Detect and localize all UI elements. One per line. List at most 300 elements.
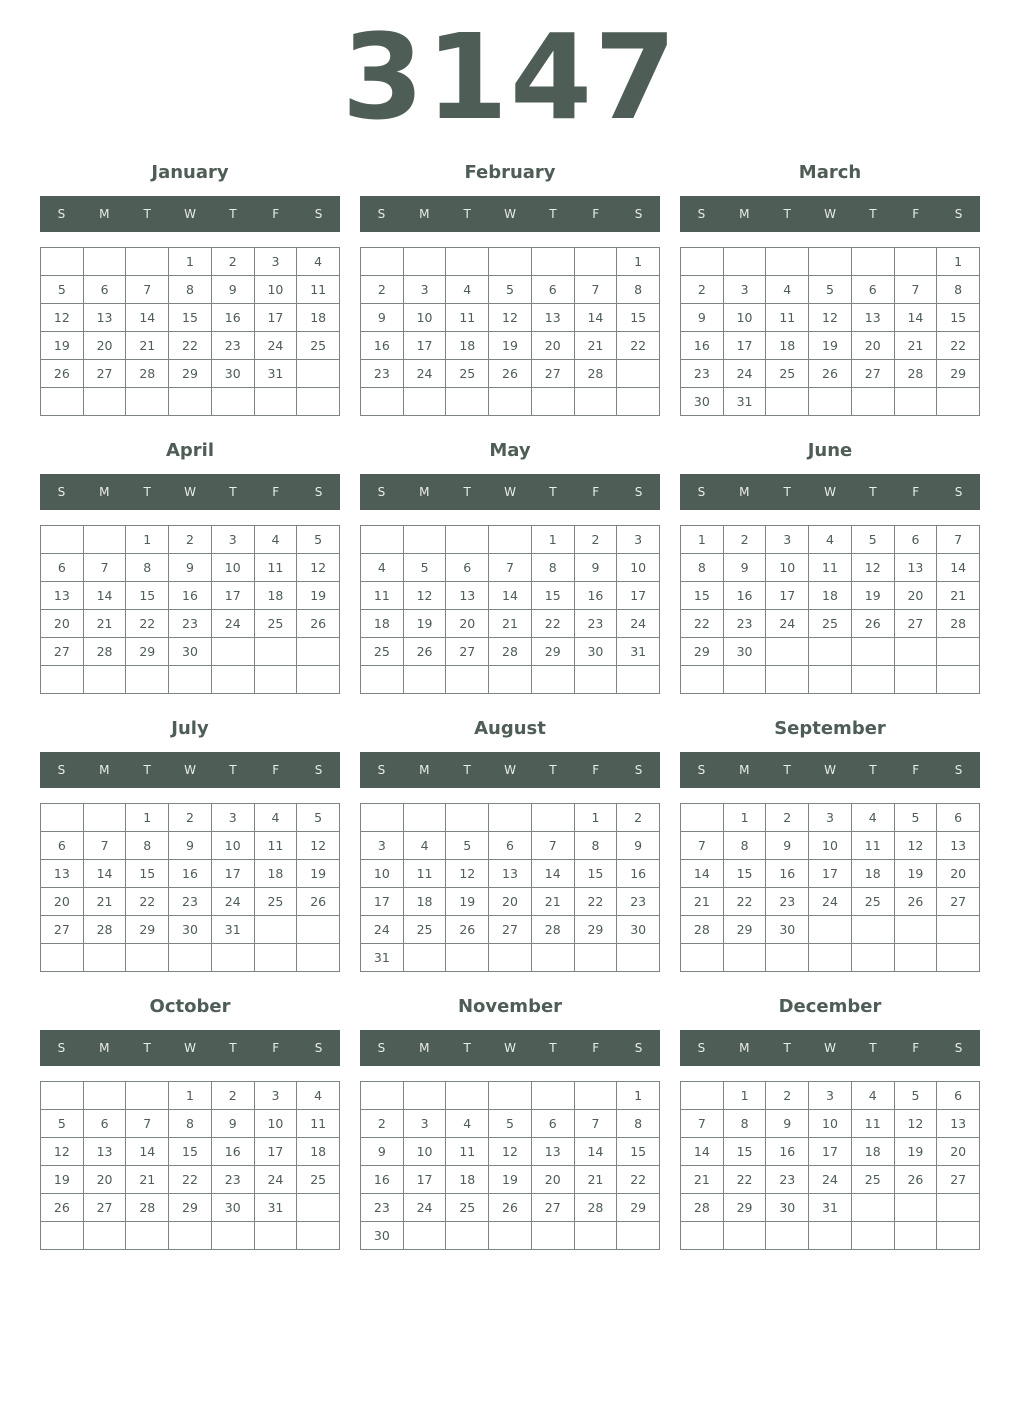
empty-cell (297, 638, 340, 666)
day-grid (40, 525, 340, 694)
day-cell: 19 (297, 582, 340, 610)
weekday-label: S (697, 485, 706, 499)
weekday-label: T (549, 1041, 557, 1055)
day-cell: 11 (255, 554, 298, 582)
weekday-label: W (504, 207, 516, 221)
day-cell: 3 (809, 1082, 852, 1110)
day-cell: 21 (532, 888, 575, 916)
day-cell: 1 (937, 248, 980, 276)
weekday-label: S (57, 1041, 66, 1055)
day-cell: 10 (404, 1138, 447, 1166)
month-title: October (149, 996, 231, 1017)
day-cell: 12 (41, 304, 84, 332)
day-cell: 10 (361, 860, 404, 888)
day-grid (680, 1081, 980, 1250)
empty-cell (212, 388, 255, 416)
weekday-header (680, 752, 980, 788)
weekday-label: T (869, 1041, 877, 1055)
empty-cell (895, 248, 938, 276)
day-cell: 28 (489, 638, 532, 666)
day-cell: 19 (895, 860, 938, 888)
weekday-label: S (57, 207, 66, 221)
day-cell: 13 (84, 1138, 127, 1166)
empty-cell (809, 1222, 852, 1250)
month-title: December (778, 996, 882, 1017)
weekday-label: W (184, 763, 196, 777)
day-cell: 27 (532, 1194, 575, 1222)
weekday-label: T (143, 763, 151, 777)
empty-cell (297, 388, 340, 416)
empty-cell (532, 1222, 575, 1250)
empty-cell (681, 804, 724, 832)
day-cell: 7 (532, 832, 575, 860)
day-cell: 23 (212, 1166, 255, 1194)
day-cell: 9 (361, 304, 404, 332)
empty-cell (895, 666, 938, 694)
empty-cell (575, 944, 618, 972)
day-cell: 30 (681, 388, 724, 416)
day-cell: 1 (169, 1082, 212, 1110)
day-cell: 24 (404, 1194, 447, 1222)
day-cell: 10 (809, 1110, 852, 1138)
day-cell: 25 (404, 916, 447, 944)
day-cell: 7 (937, 526, 980, 554)
empty-cell (852, 1194, 895, 1222)
empty-cell (532, 1082, 575, 1110)
empty-cell (895, 944, 938, 972)
day-cell: 6 (937, 804, 980, 832)
weekday-header (40, 196, 340, 232)
day-cell: 13 (41, 582, 84, 610)
empty-cell (361, 804, 404, 832)
empty-cell (169, 388, 212, 416)
month-title: June (807, 440, 853, 461)
day-cell: 1 (126, 804, 169, 832)
day-cell: 17 (361, 888, 404, 916)
month-title: November (457, 996, 563, 1017)
day-cell: 16 (361, 1166, 404, 1194)
empty-cell (446, 526, 489, 554)
day-cell: 28 (681, 1194, 724, 1222)
day-cell: 18 (446, 332, 489, 360)
weekday-label: S (697, 763, 706, 777)
day-cell: 28 (937, 610, 980, 638)
empty-cell (895, 1194, 938, 1222)
weekday-label: S (377, 485, 386, 499)
day-cell: 29 (532, 638, 575, 666)
day-cell: 24 (809, 888, 852, 916)
weekday-label: S (314, 485, 323, 499)
day-cell: 6 (41, 832, 84, 860)
day-cell: 10 (809, 832, 852, 860)
empty-cell (937, 944, 980, 972)
empty-cell (489, 388, 532, 416)
day-cell: 19 (41, 1166, 84, 1194)
day-cell: 16 (169, 860, 212, 888)
day-cell: 27 (41, 916, 84, 944)
day-cell: 25 (809, 610, 852, 638)
weekday-label: M (419, 1041, 430, 1055)
day-cell: 26 (297, 888, 340, 916)
day-grid (360, 525, 660, 694)
empty-cell (489, 944, 532, 972)
day-cell: 8 (617, 1110, 660, 1138)
empty-cell (617, 1222, 660, 1250)
day-cell: 31 (212, 916, 255, 944)
day-cell: 24 (766, 610, 809, 638)
day-cell: 31 (617, 638, 660, 666)
empty-cell (532, 248, 575, 276)
day-cell: 17 (212, 582, 255, 610)
weekday-label: S (314, 763, 323, 777)
day-cell: 30 (766, 1194, 809, 1222)
day-cell: 22 (937, 332, 980, 360)
day-cell: 6 (446, 554, 489, 582)
day-cell: 3 (255, 1082, 298, 1110)
day-cell: 30 (169, 916, 212, 944)
day-cell: 15 (681, 582, 724, 610)
day-cell: 27 (895, 610, 938, 638)
day-cell: 15 (617, 1138, 660, 1166)
weekday-label: T (463, 207, 471, 221)
day-cell: 22 (126, 888, 169, 916)
day-cell: 7 (126, 1110, 169, 1138)
weekday-label: F (912, 485, 920, 499)
empty-cell (297, 666, 340, 694)
day-cell: 18 (255, 860, 298, 888)
day-cell: 24 (255, 332, 298, 360)
day-cell: 28 (532, 916, 575, 944)
day-cell: 12 (41, 1138, 84, 1166)
day-cell: 17 (255, 304, 298, 332)
empty-cell (404, 804, 447, 832)
empty-cell (361, 526, 404, 554)
empty-cell (766, 388, 809, 416)
day-cell: 20 (84, 1166, 127, 1194)
empty-cell (169, 944, 212, 972)
day-cell: 13 (489, 860, 532, 888)
empty-cell (126, 248, 169, 276)
day-cell: 1 (617, 1082, 660, 1110)
day-cell: 19 (446, 888, 489, 916)
weekday-label: M (419, 207, 430, 221)
weekday-label: T (463, 1041, 471, 1055)
day-cell: 23 (169, 610, 212, 638)
weekday-label: F (272, 763, 280, 777)
day-cell: 21 (575, 1166, 618, 1194)
day-cell: 25 (255, 888, 298, 916)
day-cell: 22 (681, 610, 724, 638)
day-cell: 15 (532, 582, 575, 610)
day-cell: 5 (41, 1110, 84, 1138)
empty-cell (575, 248, 618, 276)
weekday-header (360, 474, 660, 510)
day-cell: 5 (895, 1082, 938, 1110)
day-cell: 12 (489, 1138, 532, 1166)
day-cell: 3 (404, 1110, 447, 1138)
empty-cell (681, 1222, 724, 1250)
day-cell: 13 (84, 304, 127, 332)
day-cell: 14 (575, 304, 618, 332)
day-cell: 11 (809, 554, 852, 582)
day-cell: 10 (766, 554, 809, 582)
day-cell: 17 (404, 1166, 447, 1194)
day-cell: 16 (212, 1138, 255, 1166)
day-cell: 18 (809, 582, 852, 610)
day-cell: 16 (212, 304, 255, 332)
day-cell: 18 (852, 1138, 895, 1166)
day-cell: 22 (575, 888, 618, 916)
day-cell: 11 (297, 276, 340, 304)
day-cell: 24 (212, 888, 255, 916)
day-cell: 23 (766, 888, 809, 916)
day-grid (360, 247, 660, 416)
day-cell: 11 (297, 1110, 340, 1138)
weekday-label: S (57, 485, 66, 499)
empty-cell (212, 1222, 255, 1250)
day-cell: 2 (169, 804, 212, 832)
day-cell: 9 (766, 1110, 809, 1138)
empty-cell (809, 638, 852, 666)
weekday-label: T (869, 763, 877, 777)
empty-cell (297, 360, 340, 388)
day-cell: 26 (809, 360, 852, 388)
day-cell: 27 (41, 638, 84, 666)
day-cell: 8 (575, 832, 618, 860)
empty-cell (766, 944, 809, 972)
day-cell: 9 (169, 832, 212, 860)
empty-cell (446, 248, 489, 276)
empty-cell (575, 666, 618, 694)
day-cell: 27 (84, 1194, 127, 1222)
empty-cell (617, 360, 660, 388)
day-cell: 14 (575, 1138, 618, 1166)
day-cell: 17 (809, 860, 852, 888)
day-cell: 6 (937, 1082, 980, 1110)
day-cell: 21 (575, 332, 618, 360)
day-cell: 12 (809, 304, 852, 332)
day-cell: 21 (895, 332, 938, 360)
weekday-label: F (592, 485, 600, 499)
day-cell: 15 (575, 860, 618, 888)
day-cell: 20 (84, 332, 127, 360)
empty-cell (41, 1082, 84, 1110)
empty-cell (361, 248, 404, 276)
day-cell: 5 (297, 804, 340, 832)
day-cell: 14 (681, 1138, 724, 1166)
day-cell: 30 (575, 638, 618, 666)
day-cell: 21 (681, 888, 724, 916)
day-cell: 8 (126, 554, 169, 582)
weekday-label: F (272, 207, 280, 221)
day-cell: 23 (575, 610, 618, 638)
day-cell: 2 (617, 804, 660, 832)
day-cell: 3 (212, 526, 255, 554)
empty-cell (212, 666, 255, 694)
day-cell: 27 (852, 360, 895, 388)
day-cell: 24 (361, 916, 404, 944)
day-cell: 24 (809, 1166, 852, 1194)
weekday-label: S (377, 207, 386, 221)
weekday-label: W (824, 763, 836, 777)
empty-cell (852, 388, 895, 416)
day-cell: 17 (404, 332, 447, 360)
day-cell: 2 (212, 248, 255, 276)
day-cell: 25 (297, 332, 340, 360)
day-cell: 3 (766, 526, 809, 554)
empty-cell (255, 666, 298, 694)
day-cell: 15 (937, 304, 980, 332)
day-cell: 13 (446, 582, 489, 610)
day-cell: 21 (489, 610, 532, 638)
day-cell: 11 (766, 304, 809, 332)
empty-cell (446, 666, 489, 694)
day-cell: 20 (852, 332, 895, 360)
day-cell: 23 (169, 888, 212, 916)
day-cell: 29 (724, 916, 767, 944)
day-cell: 13 (895, 554, 938, 582)
empty-cell (489, 526, 532, 554)
day-cell: 27 (446, 638, 489, 666)
day-cell: 8 (126, 832, 169, 860)
day-cell: 21 (126, 332, 169, 360)
day-cell: 5 (809, 276, 852, 304)
empty-cell (724, 944, 767, 972)
empty-cell (532, 944, 575, 972)
day-cell: 22 (169, 1166, 212, 1194)
empty-cell (41, 526, 84, 554)
weekday-label: T (869, 207, 877, 221)
weekday-label: S (57, 763, 66, 777)
empty-cell (84, 248, 127, 276)
day-cell: 14 (895, 304, 938, 332)
day-cell: 1 (126, 526, 169, 554)
day-cell: 22 (126, 610, 169, 638)
weekday-label: S (634, 485, 643, 499)
day-cell: 4 (446, 276, 489, 304)
empty-cell (126, 1082, 169, 1110)
day-cell: 2 (681, 276, 724, 304)
empty-cell (404, 944, 447, 972)
day-cell: 30 (766, 916, 809, 944)
month-title: February (464, 162, 556, 183)
day-cell: 4 (404, 832, 447, 860)
day-cell: 8 (724, 832, 767, 860)
day-cell: 7 (575, 1110, 618, 1138)
day-cell: 13 (532, 304, 575, 332)
empty-cell (809, 944, 852, 972)
day-cell: 8 (169, 276, 212, 304)
day-cell: 22 (724, 888, 767, 916)
day-cell: 25 (446, 1194, 489, 1222)
empty-cell (41, 666, 84, 694)
weekday-label: M (739, 485, 750, 499)
day-cell: 14 (84, 860, 127, 888)
day-cell: 19 (404, 610, 447, 638)
day-cell: 2 (169, 526, 212, 554)
day-cell: 12 (489, 304, 532, 332)
empty-cell (446, 388, 489, 416)
empty-cell (617, 388, 660, 416)
weekday-label: T (783, 763, 791, 777)
day-cell: 17 (255, 1138, 298, 1166)
weekday-label: F (272, 1041, 280, 1055)
day-cell: 3 (617, 526, 660, 554)
weekday-label: T (463, 485, 471, 499)
day-cell: 4 (852, 804, 895, 832)
day-grid (360, 1081, 660, 1250)
day-cell: 24 (255, 1166, 298, 1194)
day-cell: 11 (446, 304, 489, 332)
day-cell: 2 (212, 1082, 255, 1110)
day-cell: 3 (361, 832, 404, 860)
day-cell: 15 (724, 860, 767, 888)
day-cell: 25 (361, 638, 404, 666)
day-cell: 4 (852, 1082, 895, 1110)
weekday-label: M (419, 763, 430, 777)
day-cell: 10 (212, 554, 255, 582)
empty-cell (361, 388, 404, 416)
month-title: March (798, 162, 862, 183)
day-cell: 16 (766, 860, 809, 888)
day-cell: 8 (681, 554, 724, 582)
weekday-label: M (99, 763, 110, 777)
day-cell: 9 (766, 832, 809, 860)
day-cell: 5 (297, 526, 340, 554)
day-cell: 15 (169, 1138, 212, 1166)
empty-cell (404, 1082, 447, 1110)
day-cell: 17 (766, 582, 809, 610)
day-cell: 12 (404, 582, 447, 610)
day-cell: 20 (895, 582, 938, 610)
day-cell: 20 (532, 332, 575, 360)
weekday-label: M (739, 763, 750, 777)
day-cell: 2 (766, 1082, 809, 1110)
day-cell: 2 (361, 1110, 404, 1138)
day-cell: 2 (575, 526, 618, 554)
day-cell: 11 (255, 832, 298, 860)
empty-cell (575, 388, 618, 416)
day-grid (680, 247, 980, 416)
empty-cell (84, 1222, 127, 1250)
day-cell: 31 (255, 360, 298, 388)
empty-cell (446, 804, 489, 832)
day-cell: 19 (41, 332, 84, 360)
day-cell: 26 (41, 1194, 84, 1222)
day-cell: 9 (169, 554, 212, 582)
day-cell: 13 (852, 304, 895, 332)
day-cell: 23 (724, 610, 767, 638)
day-cell: 18 (297, 304, 340, 332)
empty-cell (297, 916, 340, 944)
weekday-label: W (504, 763, 516, 777)
day-cell: 7 (681, 1110, 724, 1138)
day-cell: 16 (681, 332, 724, 360)
empty-cell (489, 248, 532, 276)
day-grid (40, 247, 340, 416)
day-cell: 6 (532, 276, 575, 304)
empty-cell (446, 944, 489, 972)
empty-cell (575, 1082, 618, 1110)
day-cell: 22 (532, 610, 575, 638)
day-cell: 30 (212, 360, 255, 388)
day-cell: 18 (297, 1138, 340, 1166)
day-cell: 24 (617, 610, 660, 638)
month-title: August (474, 718, 546, 739)
day-cell: 28 (126, 360, 169, 388)
day-cell: 21 (84, 888, 127, 916)
day-cell: 5 (489, 1110, 532, 1138)
